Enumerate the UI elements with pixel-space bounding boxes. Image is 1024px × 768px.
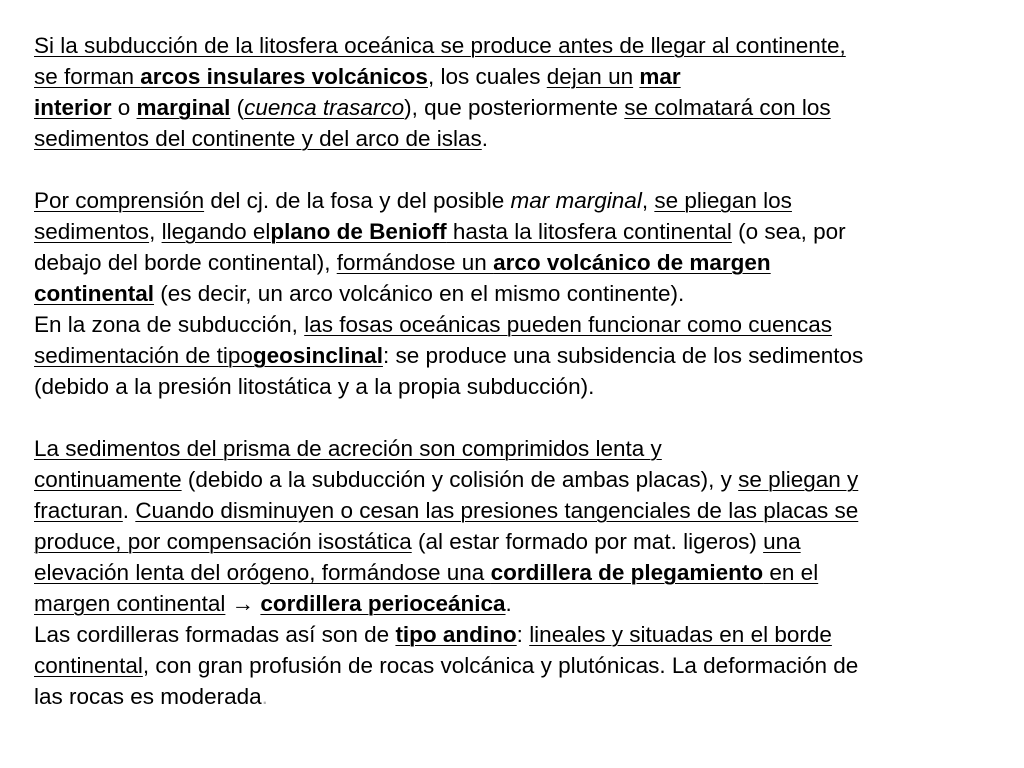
underlined-text: las fosas oceánicas pueden funcionar como cuencas bbox=[304, 312, 833, 337]
underlined-text: se forman bbox=[34, 64, 141, 89]
text-line bbox=[34, 681, 994, 712]
text-segment: Las cordilleras formadas así son de bbox=[34, 622, 396, 647]
blank-line bbox=[34, 402, 994, 433]
text-segment: . bbox=[261, 684, 268, 709]
key-term: tipo andino bbox=[395, 622, 517, 647]
underlined-text: elevación lenta del orógeno, formándose una bbox=[34, 560, 491, 585]
underlined-text: produce, por compensación isostática bbox=[34, 529, 412, 554]
text-segment: ), que posteriormente bbox=[404, 95, 625, 120]
text-segment: , bbox=[149, 219, 162, 244]
text-line bbox=[34, 526, 994, 557]
key-term: mar bbox=[639, 64, 681, 89]
blank-line bbox=[34, 154, 994, 185]
key-term: cordillera perioceánica bbox=[260, 591, 506, 616]
underlined-text: sedimentación de tipo bbox=[34, 343, 253, 368]
underlined-text: dejan un bbox=[546, 64, 634, 89]
text-line bbox=[34, 278, 994, 309]
text-line bbox=[34, 92, 994, 123]
text-line bbox=[34, 309, 994, 340]
key-term: arcos insulares volcánicos bbox=[140, 64, 428, 89]
text-segment: , los cuales bbox=[427, 64, 547, 89]
text-line bbox=[34, 30, 994, 61]
text-segment: : se produce una subsidencia de los sedimentos bbox=[382, 343, 864, 368]
text-segment: o bbox=[111, 95, 137, 120]
text-line bbox=[34, 650, 994, 681]
underlined-text: cuenca trasarco bbox=[244, 95, 405, 120]
text-segment: (al estar formado por mat. ligeros) bbox=[411, 529, 764, 554]
text-segment: (o sea, por bbox=[731, 219, 846, 244]
underlined-text: una bbox=[763, 529, 801, 554]
text-line bbox=[34, 185, 994, 216]
text-line bbox=[34, 247, 994, 278]
key-term: arco volcánico de margen bbox=[493, 250, 771, 275]
underlined-text: Si la subducción de la litosfera oceánica se produce antes de llegar al continente, bbox=[34, 33, 846, 58]
text-line bbox=[34, 123, 994, 154]
text-line bbox=[34, 340, 994, 371]
text-segment: : bbox=[516, 622, 530, 647]
underlined-text: sedimentos bbox=[34, 219, 150, 244]
underlined-text: llegando el bbox=[161, 219, 271, 244]
text-segment: (es decir, un arco volcánico en el mismo continente). bbox=[154, 281, 685, 306]
underlined-text: se pliegan los bbox=[654, 188, 792, 213]
key-term: geosinclinal bbox=[252, 343, 383, 368]
underlined-text: Cuando disminuyen o cesan las presiones tangenciales de las placas se bbox=[135, 498, 859, 523]
underlined-text: sedimentos del continente y del arco de islas bbox=[34, 126, 482, 151]
text-segment: debajo del borde continental), bbox=[34, 250, 337, 275]
text-segment: las rocas es moderada bbox=[34, 684, 262, 709]
slide-text bbox=[34, 30, 994, 712]
underlined-text: se colmatará con los bbox=[624, 95, 831, 120]
text-line bbox=[34, 433, 994, 464]
underlined-text: fracturan bbox=[34, 498, 123, 523]
underlined-text: continental bbox=[34, 653, 143, 678]
text-line bbox=[34, 61, 994, 92]
text-segment: , con gran profusión de rocas volcánica y plutónicas. La deformación de bbox=[142, 653, 859, 678]
text-line bbox=[34, 619, 994, 650]
underlined-text: Por comprensión bbox=[34, 188, 205, 213]
text-segment: . bbox=[481, 126, 489, 151]
underlined-text: formándose un bbox=[336, 250, 494, 275]
text-line bbox=[34, 588, 994, 619]
text-segment: ( bbox=[230, 95, 245, 120]
text-line bbox=[34, 557, 994, 588]
text-line bbox=[34, 371, 994, 402]
text-segment: . bbox=[505, 591, 512, 616]
key-term: marginal bbox=[136, 95, 231, 120]
text-segment: , bbox=[641, 188, 655, 213]
key-term: interior bbox=[34, 95, 112, 120]
key-term: plano de Benioff bbox=[270, 219, 447, 244]
underlined-text: se pliegan y bbox=[738, 467, 859, 492]
underlined-text: continuamente bbox=[34, 467, 182, 492]
text-segment: . bbox=[122, 498, 136, 523]
key-term: continental bbox=[34, 281, 155, 306]
key-term: cordillera de plegamiento bbox=[490, 560, 764, 585]
underlined-text: en el bbox=[763, 560, 819, 585]
text-segment: mar marginal bbox=[510, 188, 642, 213]
underlined-text: lineales y situadas en el borde bbox=[529, 622, 832, 647]
text-line bbox=[34, 216, 994, 247]
text-segment: del cj. de la fosa y del posible bbox=[204, 188, 511, 213]
underlined-text: La sedimentos del prisma de acreción son comprimidos lenta y bbox=[34, 436, 662, 461]
text-line bbox=[34, 495, 994, 526]
text-segment: En la zona de subducción, bbox=[34, 312, 305, 337]
text-segment: (debido a la presión litostática y a la propia subducción). bbox=[34, 374, 595, 399]
text-segment: → bbox=[225, 591, 261, 616]
underlined-text: margen continental bbox=[34, 591, 226, 616]
underlined-text: hasta la litosfera continental bbox=[446, 219, 732, 244]
text-segment: (debido a la subducción y colisión de ambas placas), y bbox=[181, 467, 739, 492]
text-line bbox=[34, 464, 994, 495]
